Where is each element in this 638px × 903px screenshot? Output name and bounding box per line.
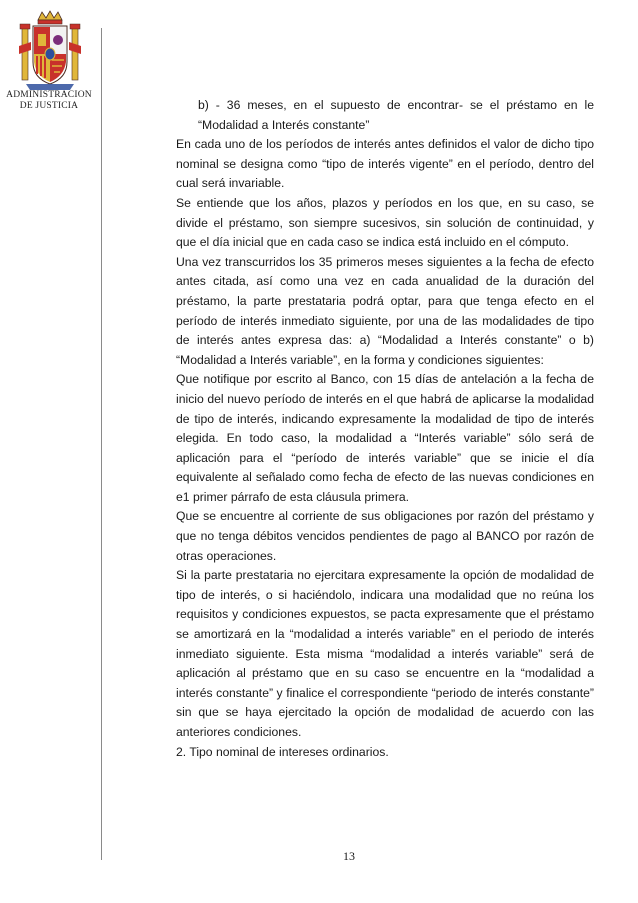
institution-name-line2: DE JUSTICIA (19, 101, 79, 111)
document-body (176, 96, 594, 762)
paragraph-1: b) - 36 meses, en el supuesto de encontrar- se el préstamo en le “Modalidad a Interés constante” (198, 98, 594, 132)
paragraph-7: Si la parte prestataria no ejercitara expresamente la opción de modalidad de tipo de interés, o si haciéndolo, indicara una modalidad que no reúna los requisitos y condiciones expuestos, se pacta expresamente que el préstamo se amortizará en la “modalidad a interés variable” en el periodo de interés inmediato siguiente. Esta misma “modalidad a interés variable” será de aplicación al préstamo que en su caso se encuentre en la “modalidad a interés constante” y finalice el correspondiente “periodo de interés constante” sin que se haya ejercitado la opción de modalidad de acuerdo con las anteriores condiciones. (176, 568, 594, 739)
section-heading: 2. Tipo nominal de intereses ordinarios. (176, 744, 389, 759)
page-number: 13 (343, 849, 355, 863)
margin-rule (101, 28, 102, 860)
institution-name-line1: ADMINISTRACION (6, 90, 92, 100)
paragraph-6: Que se encuentre al corriente de sus obligaciones por razón del préstamo y que no tenga débitos vencidos pendientes de pago al BANCO por razón de otras operaciones. (176, 509, 594, 563)
spanish-coat-of-arms-icon (18, 10, 82, 94)
paragraph-5: Que notifique por escrito al Banco, con 15 días de antelación a la fecha de inicio del nuevo período de interés en el que habrá de aplicarse la modalidad de tipo de interés, indicando expresamente la modalidad de tipo de interés elegida. En todo caso, la modalidad a “Interés variable” sólo será de aplicación para el “período de interés variable” que se inicie el día equivalente al señalado como fecha de efecto de las nuevas condiciones en e1 primer párrafo de esta cláusula primera. (176, 372, 594, 504)
institution-name (4, 90, 94, 112)
paragraph-3: Se entiende que los años, plazos y períodos en los que, en su caso, se divide el préstamo, son siempre sucesivos, sin solución de continuidad, y que el día inicial que en cada caso se indica está incluido en el cómputo. (176, 195, 594, 250)
paragraph-2: En cada uno de los períodos de interés antes definidos el valor de dicho tipo nominal se designa como “tipo de interés vigente” en el período, dentro del cual será invariable. (176, 137, 594, 191)
paragraph-4: Una vez transcurridos los 35 primeros meses siguientes a la fecha de efecto antes citada, así como una vez en cada anualidad de la duración del préstamo, la parte prestataria podrá optar, para que tenga efecto en el período de interés inmediato siguiente, por una de las modalidades de tipo de interés antes expresa das: a) “Modalidad a Interés constante” o b) “Modalidad a Interés variable”, en la forma y condiciones siguientes: (176, 254, 594, 367)
